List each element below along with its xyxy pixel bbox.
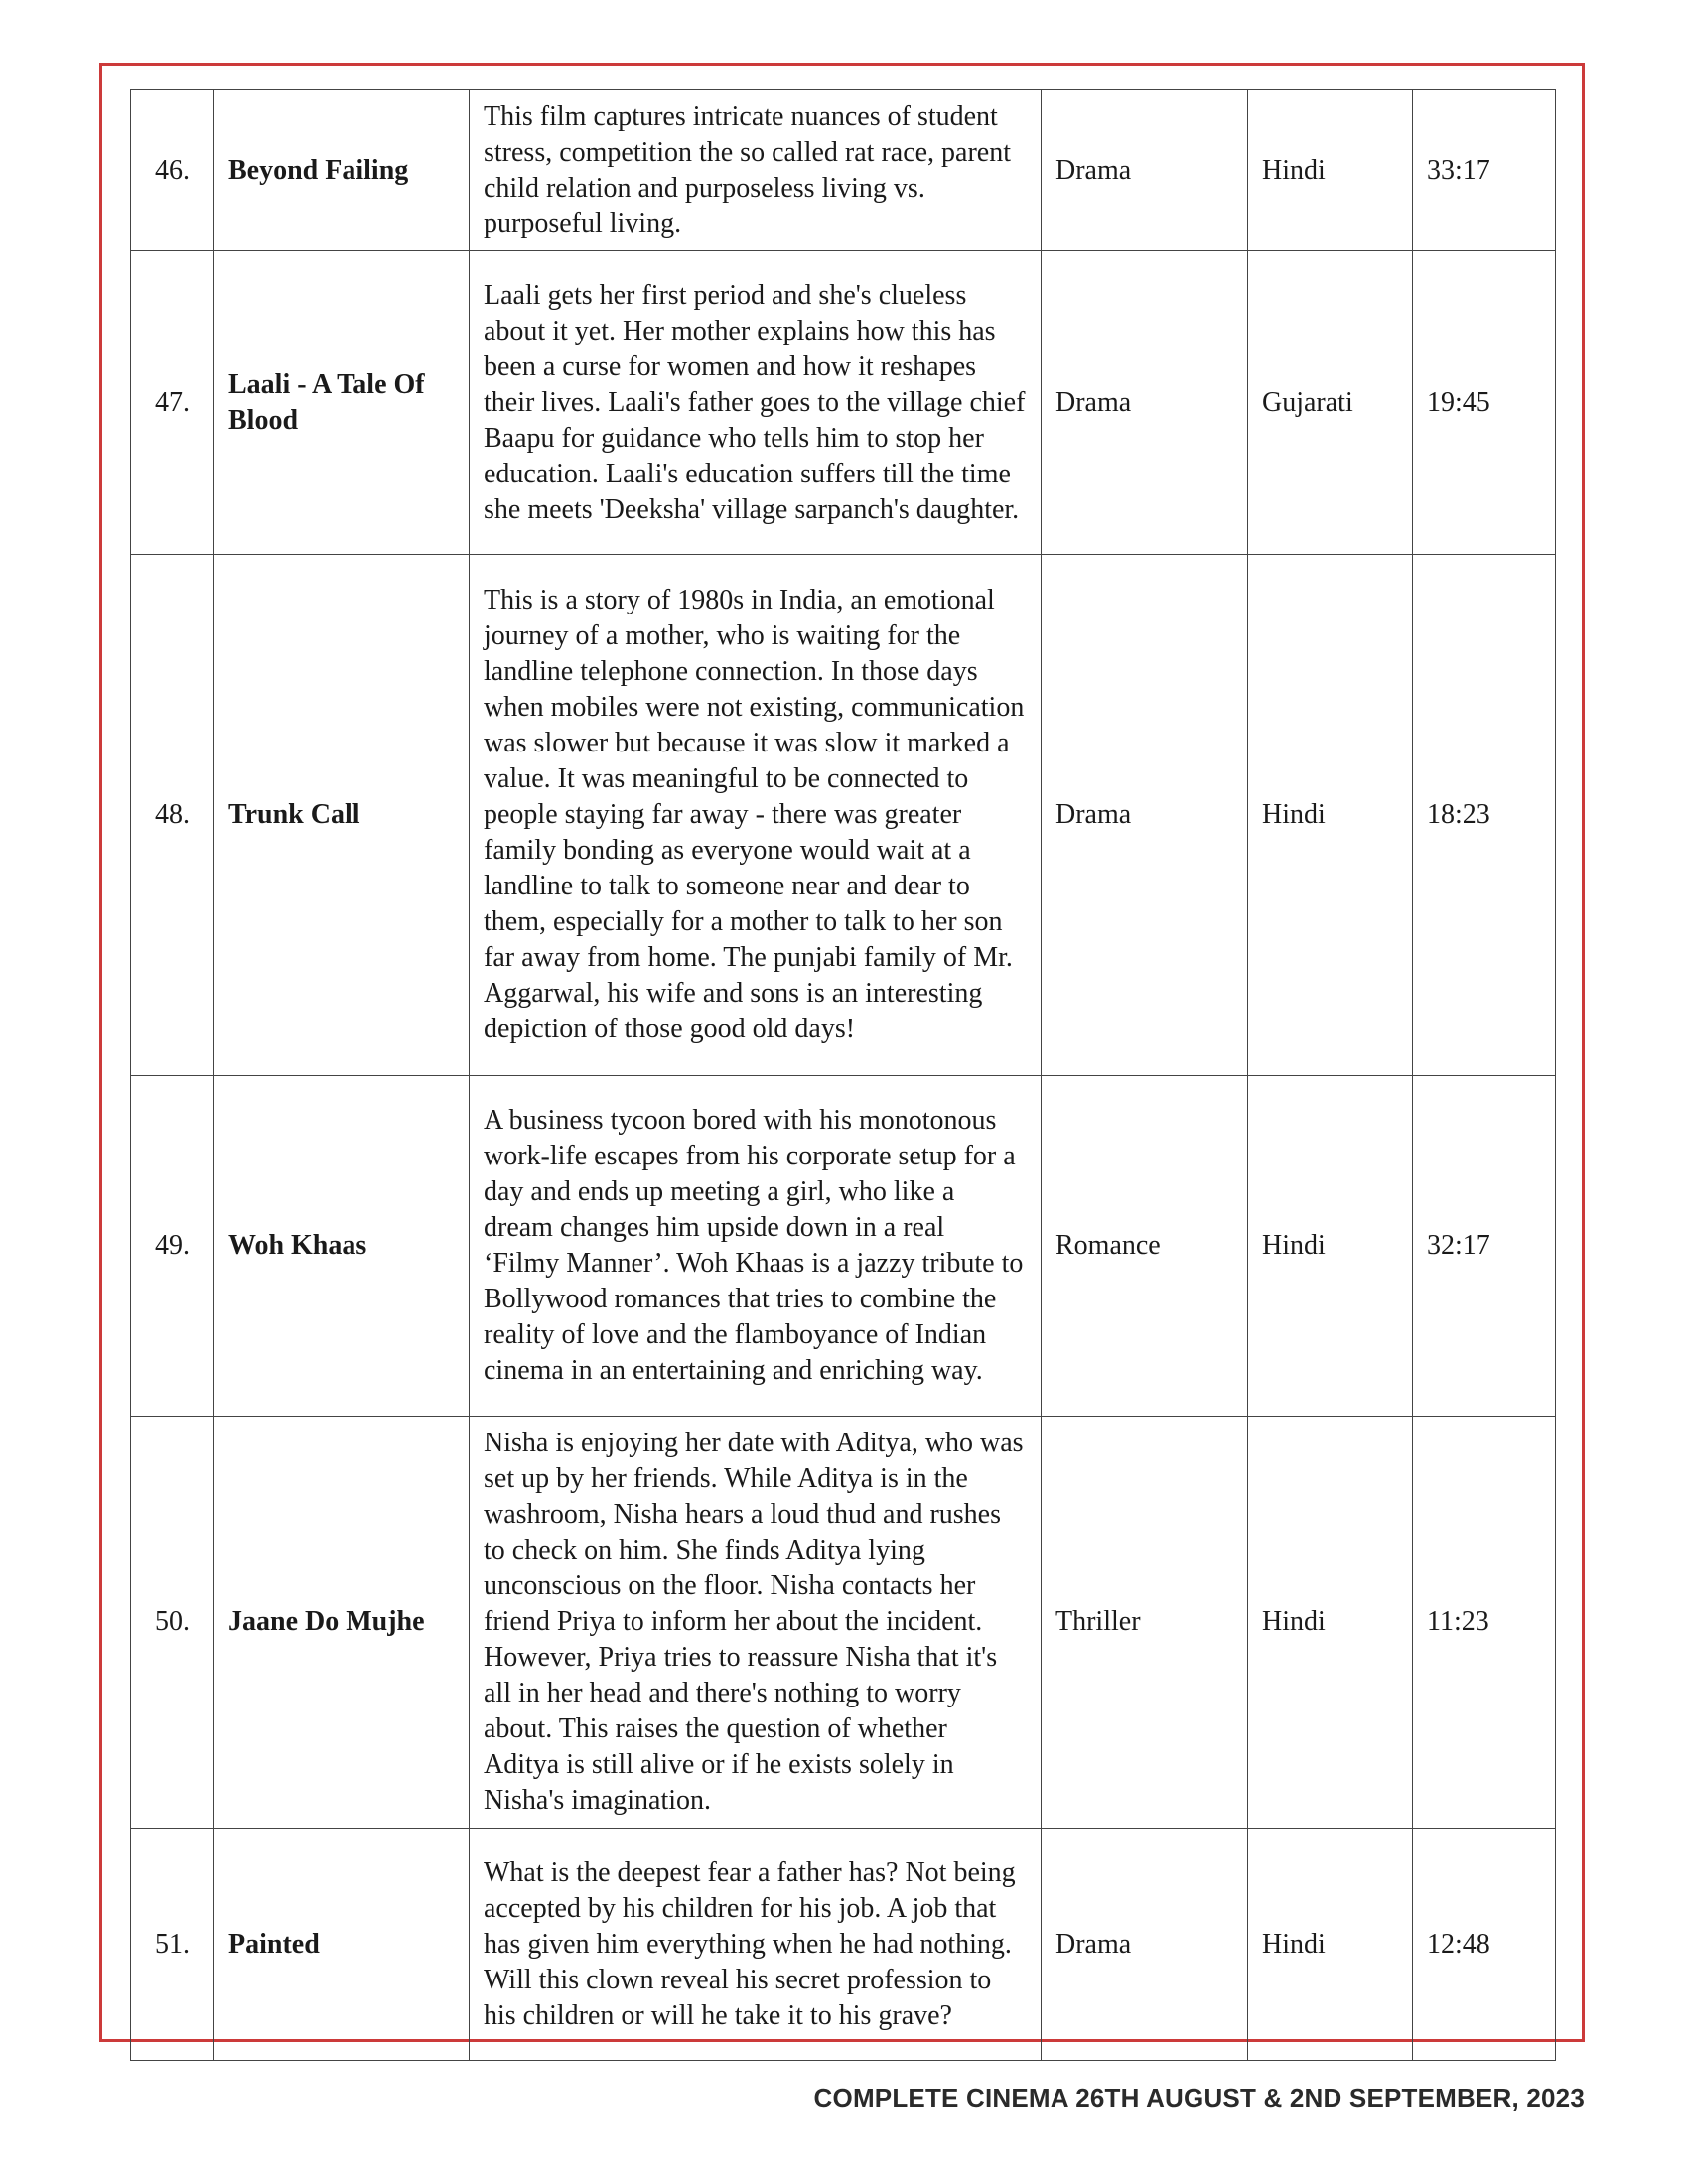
film-description: Laali gets her first period and she's clueless about it yet. Her mother explains how this has been a curse for women and how it reshapes their lives. Laali's father goes to the village chief Baapu for guidance who tells him to stop her education. Laali's education suffers till the time she meets 'Deeksha' village sarpanch's daughter.: [470, 251, 1042, 555]
film-duration: 33:17: [1413, 90, 1556, 251]
film-title: Painted: [214, 1829, 470, 2061]
film-language: Hindi: [1248, 555, 1413, 1076]
table-row: [131, 1417, 1556, 1829]
film-genre: Drama: [1042, 1829, 1248, 2061]
film-language: Hindi: [1248, 90, 1413, 251]
film-duration: 11:23: [1413, 1417, 1556, 1829]
film-description: This is a story of 1980s in India, an emotional journey of a mother, who is waiting for the landline telephone connection. In those days when mobiles were not existing, communication was slower but because it was slow it marked a value. It was meaningful to be connected to people staying far away - there was greater family bonding as everyone would wait at a landline to talk to someone near and dear to them, especially for a mother to talk to her son far away from home. The punjabi family of Mr. Aggarwal, his wife and sons is an interesting depiction of those good old days!: [470, 555, 1042, 1076]
film-title: Beyond Failing: [214, 90, 470, 251]
film-language: Hindi: [1248, 1076, 1413, 1417]
film-duration: 32:17: [1413, 1076, 1556, 1417]
film-genre: Drama: [1042, 555, 1248, 1076]
film-language: Hindi: [1248, 1829, 1413, 2061]
film-genre: Thriller: [1042, 1417, 1248, 1829]
film-description: A business tycoon bored with his monotonous work-life escapes from his corporate setup for a day and ends up meeting a girl, who like a dream changes him upside down in a real ‘Filmy Manner’. Woh Khaas is a jazzy tribute to Bollywood romances that tries to combine the reality of love and the flamboyance of Indian cinema in an entertaining and enriching way.: [470, 1076, 1042, 1417]
film-title: Laali - A Tale Of Blood: [214, 251, 470, 555]
film-number: 46.: [131, 90, 214, 251]
film-title: Trunk Call: [214, 555, 470, 1076]
film-genre: Romance: [1042, 1076, 1248, 1417]
film-genre: Drama: [1042, 251, 1248, 555]
table-row: [131, 555, 1556, 1076]
film-number: 50.: [131, 1417, 214, 1829]
film-description: What is the deepest fear a father has? Not being accepted by his children for his job. A job that has given him everything when he had nothing. Will this clown reveal his secret profession to his children or will he take it to his grave?: [470, 1829, 1042, 2061]
film-genre: Drama: [1042, 90, 1248, 251]
film-number: 47.: [131, 251, 214, 555]
film-language: Gujarati: [1248, 251, 1413, 555]
film-language: Hindi: [1248, 1417, 1413, 1829]
films-table: [130, 89, 1556, 2061]
film-description: This film captures intricate nuances of student stress, competition the so called rat race, parent child relation and purposeless living vs. purposeful living.: [470, 90, 1042, 251]
table-row: [131, 1076, 1556, 1417]
film-number: 49.: [131, 1076, 214, 1417]
film-number: 51.: [131, 1829, 214, 2061]
film-duration: 12:48: [1413, 1829, 1556, 2061]
film-duration: 18:23: [1413, 555, 1556, 1076]
table-row: [131, 1829, 1556, 2061]
film-duration: 19:45: [1413, 251, 1556, 555]
film-title: Woh Khaas: [214, 1076, 470, 1417]
film-title: Jaane Do Mujhe: [214, 1417, 470, 1829]
table-row: [131, 90, 1556, 251]
page-footer: COMPLETE CINEMA 26TH AUGUST & 2ND SEPTEMBER, 2023: [813, 2083, 1585, 2113]
film-number: 48.: [131, 555, 214, 1076]
table-row: [131, 251, 1556, 555]
film-description: Nisha is enjoying her date with Aditya, who was set up by her friends. While Aditya is in the washroom, Nisha hears a loud thud and rushes to check on him. She finds Aditya lying unconscious on the floor. Nisha contacts her friend Priya to inform her about the incident. However, Priya tries to reassure Nisha that it's all in her head and there's nothing to worry about. This raises the question of whether Aditya is still alive or if he exists solely in Nisha's imagination.: [470, 1417, 1042, 1829]
